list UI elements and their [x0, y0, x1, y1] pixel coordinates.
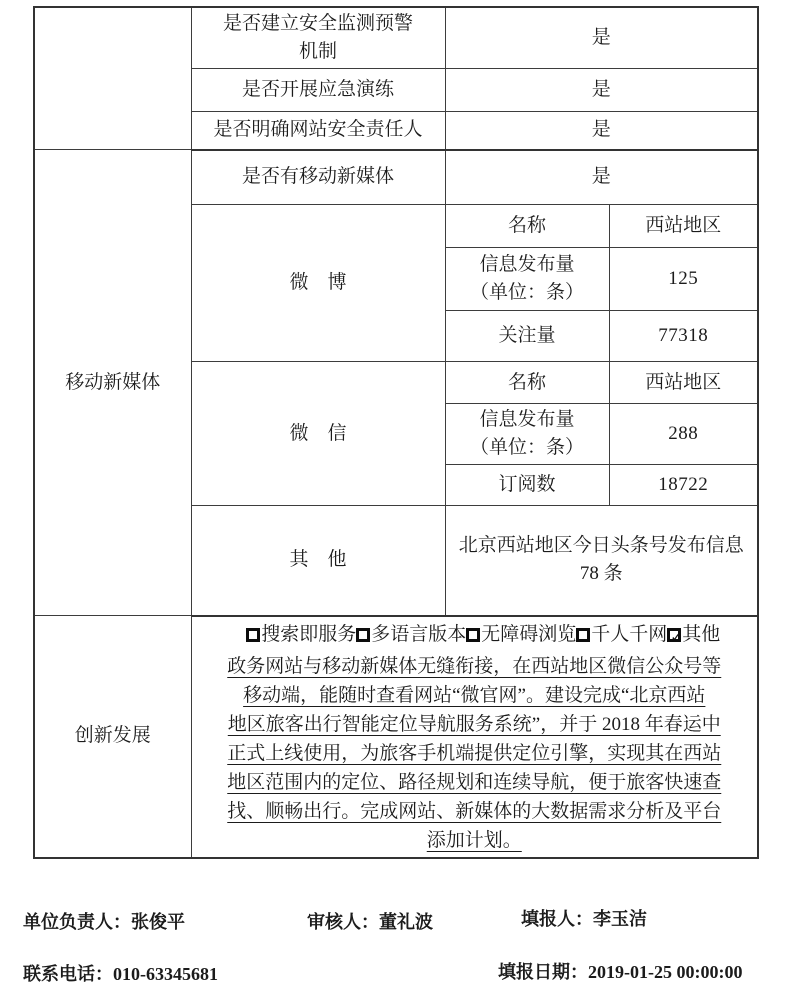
checkbox-unchecked-icon	[246, 628, 260, 642]
wechat-name-label: 名称	[445, 362, 609, 404]
checkbox-unchecked-icon	[576, 628, 590, 642]
checkbox-item: 无障碍浏览	[466, 624, 576, 645]
security-monitor-value: 是	[445, 7, 758, 69]
report-table	[33, 6, 759, 859]
checkbox-checked-icon: ✓	[667, 628, 681, 642]
weibo-label: 微 博	[191, 205, 445, 362]
innovation-checkbox-row	[196, 619, 754, 650]
section-label-mobile-media: 移动新媒体	[34, 150, 191, 616]
wechat-posts-label: 信息发布量 （单位：条）	[445, 404, 609, 465]
checkbox-unchecked-icon	[466, 628, 480, 642]
innovation-description-line: 移动端，能随时查看网站“微官网”。建设完成“北京西站	[243, 684, 706, 706]
has-mobile-value: 是	[445, 150, 758, 205]
wechat-subscribers-label: 订阅数	[445, 465, 609, 506]
weibo-posts-value: 125	[609, 248, 758, 311]
table-row	[34, 616, 758, 858]
innovation-description-line: 地区旅客出行智能定位导航服务系统”，并于 2018 年春运中	[227, 713, 721, 735]
contact-phone: 联系电话：010-63345681	[23, 964, 218, 984]
wechat-name-value: 西站地区	[609, 362, 758, 404]
wechat-posts-value: 288	[609, 404, 758, 465]
emergency-drill-value: 是	[445, 69, 758, 112]
innovation-description-line: 地区范围内的定位、路径规划和连续导航，便于旅客快速查	[227, 771, 722, 793]
weibo-name-value: 西站地区	[609, 205, 758, 248]
table-row	[34, 7, 758, 69]
section-label-cell-blank	[34, 7, 191, 150]
weibo-followers-label: 关注量	[445, 311, 609, 362]
checkbox-item: 多语言版本	[356, 624, 466, 645]
filler: 填报人：李玉洁	[521, 909, 647, 929]
checkbox-unchecked-icon	[356, 628, 370, 642]
checkbox-item: 搜索即服务	[246, 624, 356, 645]
wechat-label: 微 信	[191, 362, 445, 506]
table-row	[34, 150, 758, 205]
emergency-drill-label: 是否开展应急演练	[191, 69, 445, 112]
security-officer-label: 是否明确网站安全责任人	[191, 112, 445, 150]
auditor: 审核人：董礼波	[307, 912, 433, 932]
weibo-name-label: 名称	[445, 205, 609, 248]
security-monitor-label: 是否建立安全监测预警 机制	[191, 7, 445, 69]
wechat-subscribers-value: 18722	[609, 465, 758, 506]
innovation-description-line: 找、顺畅出行。完成网站、新媒体的大数据需求分析及平台	[227, 800, 722, 822]
innovation-description-line: 添加计划。	[426, 829, 522, 851]
has-mobile-label: 是否有移动新媒体	[191, 150, 445, 205]
checkbox-item: 千人千网	[576, 624, 667, 645]
fill-date: 填报日期：2019-01-25 00:00:00	[498, 962, 743, 982]
other-media-label: 其 他	[191, 506, 445, 616]
security-officer-value: 是	[445, 112, 758, 150]
weibo-followers-value: 77318	[609, 311, 758, 362]
innovation-content-cell	[191, 616, 758, 858]
innovation-description-line: 政务网站与移动新媒体无缝衔接，在西站地区微信公众号等	[227, 655, 722, 677]
weibo-posts-label: 信息发布量 （单位：条）	[445, 248, 609, 311]
responsible-person: 单位负责人：张俊平	[23, 912, 185, 932]
other-media-value: 北京西站地区今日头条号发布信息 78 条	[445, 506, 758, 616]
section-label-innovation: 创新发展	[34, 616, 191, 858]
innovation-description-line: 正式上线使用，为旅客手机端提供定位引擎，实现其在西站	[227, 742, 722, 764]
checkbox-item: ✓其他	[667, 624, 720, 645]
